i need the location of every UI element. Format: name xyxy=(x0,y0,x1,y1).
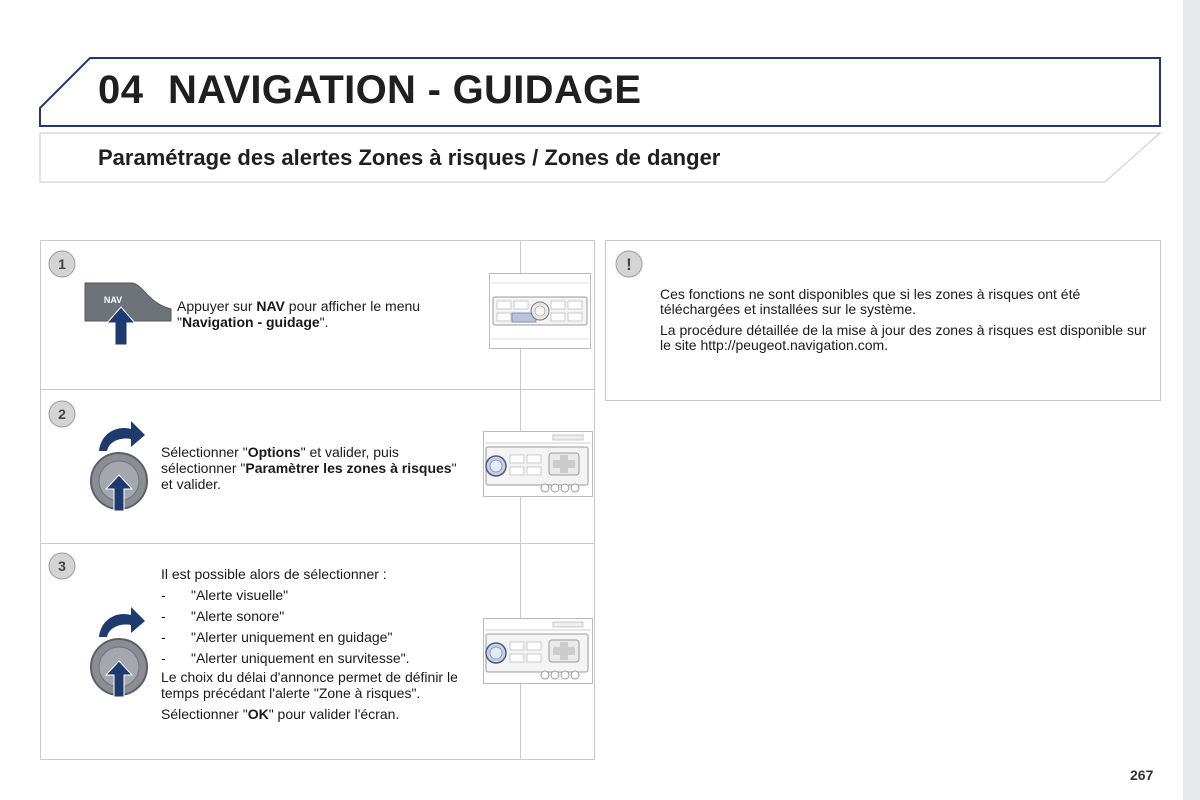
radio-panel-2 xyxy=(483,431,593,497)
steps-table xyxy=(40,240,595,760)
option-item: - "Alerte sonore" xyxy=(161,608,285,624)
step-3-paragraph: Le choix du délai d'annonce permet de définir le temps précédant l'alerte "Zone à risques". xyxy=(161,669,458,701)
warning-icon xyxy=(614,249,644,279)
page-number: 267 xyxy=(1130,767,1154,783)
step-badge-1 xyxy=(47,249,77,279)
chapter-title: NAVIGATION - GUIDAGE xyxy=(168,68,642,112)
note-box xyxy=(605,240,1161,401)
option-item: - "Alerte visuelle" xyxy=(161,587,289,603)
option-item: - "Alerter uniquement en guidage" xyxy=(161,629,393,645)
rotary-knob-icon xyxy=(85,603,155,699)
step-number-2: 2 xyxy=(58,406,66,422)
row-divider xyxy=(41,543,594,544)
row-divider xyxy=(41,389,594,390)
option-item: - "Alerter uniquement en survitesse". xyxy=(161,650,410,666)
step-3-intro: Il est possible alors de sélectionner : xyxy=(161,566,387,582)
note-text xyxy=(660,287,1150,353)
note-paragraph-1: Ces fonctions ne sont disponibles que si les zones à risques ont été téléchargées et installées sur le système. xyxy=(660,286,1081,317)
step-3-final: Sélectionner "OK" pour valider l'écran. xyxy=(161,706,400,722)
step-1-text: Appuyer sur NAV pour afficher le menu "Navigation - guidage". xyxy=(177,298,421,330)
step-3-text xyxy=(161,566,466,722)
step-2-text: Sélectionner "Options" et valider, puis sélectionner "Paramètrer les zones à risques" et valider. xyxy=(161,444,457,492)
radio-panel-1 xyxy=(489,273,591,349)
step-badge-3 xyxy=(47,551,77,581)
nav-button-icon xyxy=(81,279,173,351)
rotary-knob-icon xyxy=(85,417,155,513)
step-badge-2 xyxy=(47,399,77,429)
step-number-3: 3 xyxy=(58,558,66,574)
nav-button-label: NAV xyxy=(103,295,123,305)
radio-panel-3 xyxy=(483,618,593,684)
section-title: Paramétrage des alertes Zones à risques / Zones de danger xyxy=(98,145,721,170)
step-number-1: 1 xyxy=(58,256,66,272)
warning-symbol: ! xyxy=(626,255,632,274)
chapter-number: 04 xyxy=(98,68,144,112)
options-list xyxy=(161,587,466,666)
note-paragraph-2: La procédure détaillée de la mise à jour des zones à risques est disponible sur le site http://peugeot.navigation.com. xyxy=(660,322,1147,353)
